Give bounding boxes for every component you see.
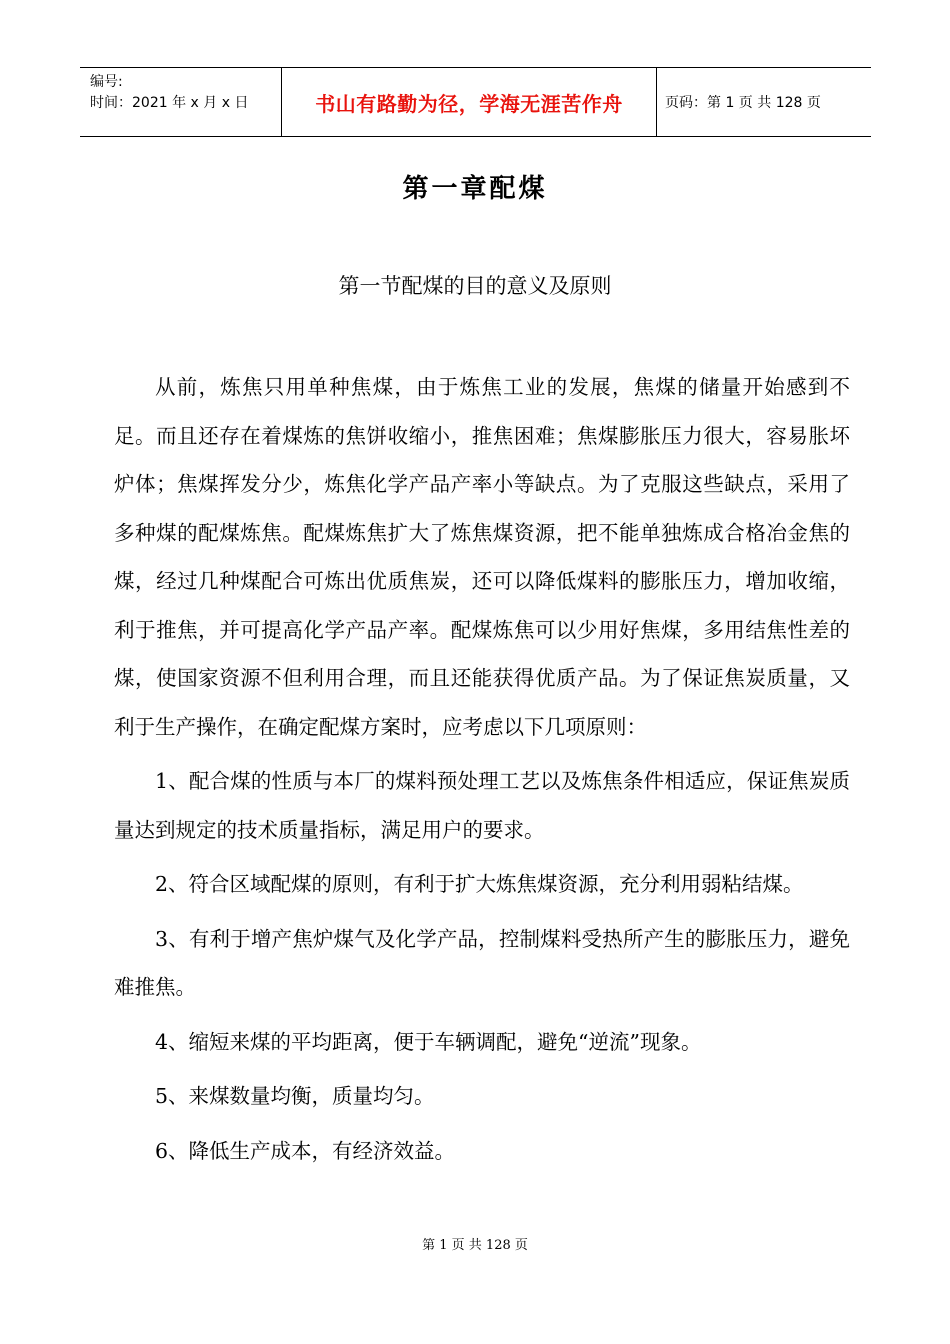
document-body: [114, 363, 850, 1175]
section-title: 第一节配煤的目的意义及原则: [338, 274, 612, 298]
principle-item: 2、符合区域配煤的原则，有利于扩大炼焦煤资源，充分利用弱粘结煤。: [155, 872, 804, 896]
chapter-title: 第一章配煤: [402, 174, 548, 204]
intro-paragraph: 从前，炼焦只用单种焦煤，由于炼焦工业的发展，焦煤的储量开始感到不足。而且还存在着煤炼的焦饼收缩小，推焦困难；焦煤膨胀压力很大，容易胀坏炉体；焦煤挥发分少，炼焦化学产品产率小等缺点。为了克服这些缺点，采用了多种煤的配煤炼焦。配煤炼焦扩大了炼焦煤资源，把不能单独炼成合格冶金焦的煤，经过几种煤配合可炼出优质焦炭，还可以降低煤料的膨胀压力，增加收缩，利于推焦，并可提高化学产品产率。配煤炼焦可以少用好焦煤，多用结焦性差的煤，使国家资源不但利用合理，而且还能获得优质产品。为了保证焦炭质量，又利于生产操作，在确定配煤方案时，应考虑以下几项原则：: [114, 375, 850, 739]
principle-item: 6、降低生产成本，有经济效益。: [155, 1138, 456, 1163]
principle-item: 1、配合煤的性质与本厂的煤料预处理工艺以及炼焦条件相适应，保证焦炭质量达到规定的技术质量指标，满足用户的要求。: [114, 769, 850, 842]
page-header: [80, 67, 871, 137]
header-motto: 书山有路勤为径，学海无涯苦作舟: [281, 68, 657, 136]
principle-item: 5、来煤数量均衡，质量均匀。: [155, 1084, 435, 1108]
document-date: 时间：2021 年 x 月 x 日: [90, 95, 249, 111]
principle-item: 4、缩短来煤的平均距离，便于车辆调配，避免“逆流”现象。: [155, 1029, 702, 1054]
header-meta: [80, 68, 281, 136]
page-footer: 第 1 页 共 128 页: [422, 1238, 528, 1253]
document-number-label: 编号:: [90, 74, 123, 90]
header-page-info: 页码：第 1 页 共 128 页: [665, 95, 821, 111]
principle-item: 3、有利于增产焦炉煤气及化学产品，控制煤料受热所产生的膨胀压力，避免难推焦。: [114, 926, 850, 999]
